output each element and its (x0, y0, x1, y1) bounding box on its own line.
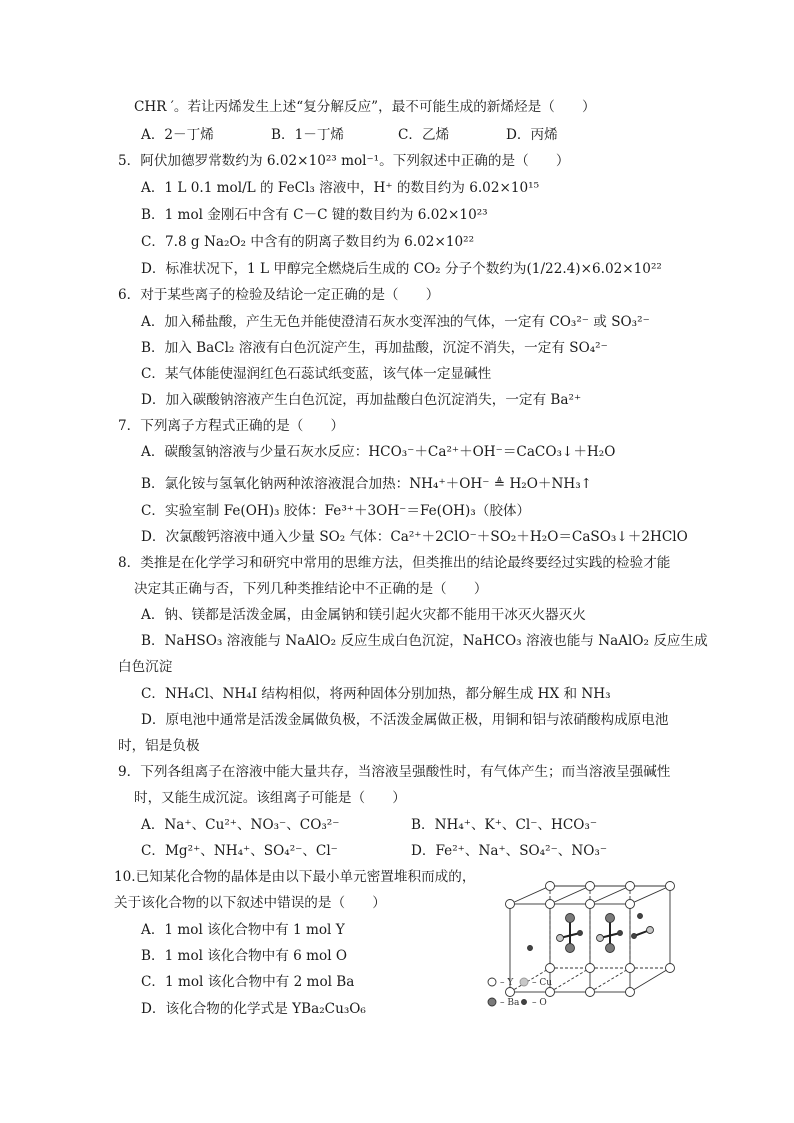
q7-stem: 7．下列离子方程式正确的是（ ） (118, 418, 345, 434)
q8-option-d: D．原电池中通常是活泼金属做负极，不活泼金属做正极，用铜和铝与浓硝酸构成原电池 (141, 712, 669, 728)
crystal-structure-figure (474, 878, 684, 1013)
q9-option-a: A．Na⁺、Cu²⁺、NO₃⁻、CO₃²⁻ (141, 817, 340, 833)
q7-option-c: C．实验室制 Fe(OH)₃ 胶体：Fe³⁺＋3OH⁻＝Fe(OH)₃（胶体） (141, 503, 531, 519)
q8-option-c: C．NH₄Cl、NH₄I 结构相似，将两种固体分别加热，都分解生成 HX 和 NH₃ (141, 686, 611, 702)
q10-stem-cont: 关于该化合物的以下叙述中错误的是（ ） (114, 895, 386, 911)
q4-option-c: C．乙烯 (398, 127, 450, 143)
q8-option-d-cont: 时，铝是负极 (118, 738, 200, 754)
q5-option-a: A．1 L 0.1 mol/L 的 FeCl₃ 溶液中，H⁺ 的数目约为 6.02×10¹⁵ (141, 180, 540, 196)
q10-option-a: A．1 mol 该化合物中有 1 mol Y (141, 922, 345, 938)
q8-option-b-cont: 白色沉淀 (118, 659, 173, 675)
q4-option-a: A．2－丁烯 (141, 127, 214, 143)
q10-option-d: D．该化合物的化学式是 YBa₂Cu₃O₆ (141, 1001, 366, 1017)
q4-option-d: D．丙烯 (506, 127, 558, 143)
legend-y-marker (488, 978, 496, 986)
q8-option-a: A．钠、镁都是活泼金属，由金属钠和镁引起火灾都不能用干冰灭火器灭火 (141, 607, 586, 623)
q10-option-c: C．1 mol 该化合物中有 2 mol Ba (141, 974, 355, 990)
q8-option-b: B．NaHSO₃ 溶液能与 NaAlO₂ 反应生成白色沉淀，NaHCO₃ 溶液也能与 NaAlO₂ 反应生成 (141, 633, 708, 649)
q5-stem: 5．阿伏加德罗常数约为 6.02×10²³ mol⁻¹。下列叙述中正确的是（ ） (118, 153, 570, 169)
legend-y-label: – Y (500, 978, 514, 988)
legend-cu-marker (520, 978, 528, 986)
q7-option-d: D．次氯酸钙溶液中通入少量 SO₂ 气体：Ca²⁺＋2ClO⁻＋SO₂＋H₂O＝CaSO₃↓＋2HClO (141, 529, 688, 545)
q6-option-b: B．加入 BaCl₂ 溶液有白色沉淀产生，再加盐酸，沉淀不消失，一定有 SO₄²⁻ (141, 340, 608, 356)
q4-options (141, 125, 558, 145)
q6-option-d: D．加入碳酸钠溶液产生白色沉淀，再加盐酸白色沉淀消失，一定有 Ba²⁺ (141, 392, 582, 408)
q5-option-d: D．标准状况下，1 L 甲醇完全燃烧后生成的 CO₂ 分子个数约为(1/22.4)×6.02×10²² (141, 261, 662, 277)
q5-option-b: B．1 mol 金刚石中含有 C－C 键的数目约为 6.02×10²³ (141, 207, 488, 223)
q10-stem: 10.已知某化合物的晶体是由以下最小单元密置堆积而成的， (114, 869, 476, 885)
legend-o-label: – O (532, 998, 547, 1008)
legend-ba-label: – Ba (500, 998, 520, 1008)
q7-option-a: A．碳酸氢钠溶液与少量石灰水反应：HCO₃⁻＋Ca²⁺＋OH⁻＝CaCO₃↓＋H₂O (141, 444, 616, 460)
legend-o-marker (522, 1000, 527, 1005)
q9-stem-cont: 时，又能生成沉淀。该组离子可能是（ ） (134, 790, 406, 806)
q9-stem: 9．下列各组离子在溶液中能大量共存，当溶液呈强酸性时，有气体产生；而当溶液呈强碱性 (118, 764, 671, 780)
q8-stem-cont: 决定其正确与否，下列几种类推结论中不正确的是（ ） (134, 581, 488, 597)
q6-option-c: C．某气体能使湿润红色石蕊试纸变蓝，该气体一定显碱性 (141, 366, 492, 382)
q4-stem-tail: CHR ′。若让丙烯发生上述“复分解反应”，最不可能生成的新烯烃是（ ） (134, 99, 596, 115)
q6-option-a: A．加入稀盐酸，产生无色并能使澄清石灰水变浑浊的气体，一定有 CO₃²⁻ 或 SO₃²⁻ (141, 314, 650, 330)
q9-option-c: C．Mg²⁺、NH₄⁺、SO₄²⁻、Cl⁻ (141, 843, 338, 859)
q9-option-d: D．Fe²⁺、Na⁺、SO₄²⁻、NO₃⁻ (411, 843, 608, 859)
q6-stem: 6．对于某些离子的检验及结论一定正确的是（ ） (118, 287, 440, 303)
q7-option-b: B．氯化铵与氢氧化钠两种浓溶液混合加热：NH₄⁺＋OH⁻ ≜ H₂O＋NH₃↑ (141, 476, 593, 492)
q8-stem: 8．类推是在化学学习和研究中常用的思维方法，但类推出的结论最终要经过实践的检验才能 (118, 555, 671, 571)
legend-ba-marker (488, 998, 496, 1006)
q5-option-c: C．7.8 g Na₂O₂ 中含有的阴离子数目约为 6.02×10²² (141, 234, 475, 250)
q10-option-b: B．1 mol 该化合物中有 6 mol O (141, 948, 348, 964)
q9-option-b: B．NH₄⁺、K⁺、Cl⁻、HCO₃⁻ (411, 817, 598, 833)
figure-legend (488, 978, 552, 1008)
legend-cu-label: – Cu (532, 978, 553, 988)
q9-options-row1 (141, 815, 597, 835)
q4-option-b: B．1－丁烯 (271, 127, 345, 143)
q9-options-row2 (141, 841, 607, 861)
